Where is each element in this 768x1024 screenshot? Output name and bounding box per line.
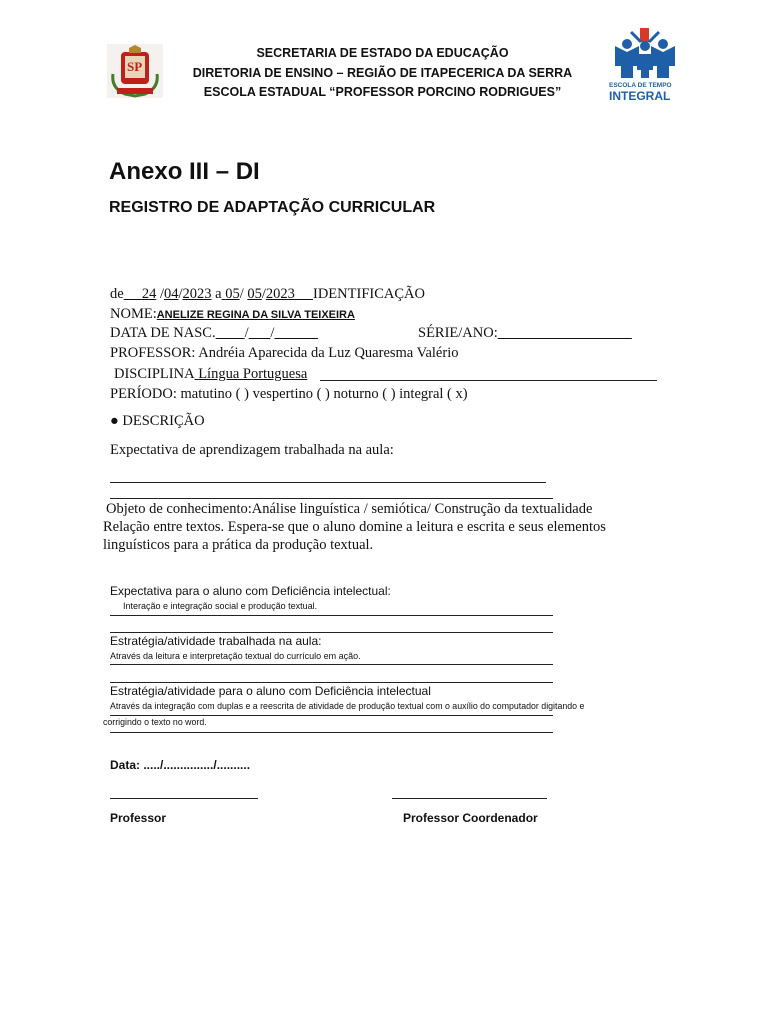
date-range-row: de 24 /04/2023 a 05/ 05/2023 IDENTIFICAÇÃO	[110, 286, 425, 302]
periodo-row: PERÍODO: matutino ( ) vespertino ( ) noturno ( ) integral ( x)	[110, 386, 468, 402]
exp-di-label: Expectativa para o aluno com Deficiência intelectual:	[110, 584, 391, 598]
signature-line-professor	[110, 798, 258, 799]
disciplina-underline	[320, 380, 657, 381]
page-subtitle: REGISTRO DE ADAPTAÇÃO CURRICULAR	[109, 199, 436, 216]
header-line-2: DIRETORIA DE ENSINO – REGIÃO DE ITAPECERICA DA SERRA	[192, 66, 573, 80]
expectativa-aula-label: Expectativa de aprendizagem trabalhada na aula:	[110, 442, 394, 458]
estrategia-di-value-2: corrigindo o texto no word.	[103, 717, 207, 727]
answer-line	[110, 632, 553, 633]
answer-line	[110, 498, 553, 499]
answer-line	[110, 482, 546, 483]
logo-text-2: INTEGRAL	[609, 89, 671, 103]
estrategia-aula-value: Através da leitura e interpretação textual do currículo em ação.	[110, 651, 361, 661]
data-line: Data: ...../.............../..........	[110, 758, 251, 772]
descricao-heading: ● DESCRIÇÃO	[110, 413, 205, 429]
objeto-line-1: Objeto de conhecimento:Análise linguística / semiótica/ Construção da textualidade	[106, 501, 593, 517]
page-title: Anexo III – DI	[109, 158, 260, 185]
professor-row: PROFESSOR: Andréia Aparecida da Luz Quaresma Valério	[110, 345, 459, 361]
objeto-line-2: Relação entre textos. Espera-se que o aluno domine a leitura e escrita e seus elementos	[103, 519, 606, 535]
disciplina-row: DISCIPLINA Língua Portuguesa	[114, 366, 308, 382]
professor-signature-label: Professor	[110, 811, 167, 825]
header-line-3: ESCOLA ESTADUAL “PROFESSOR PORCINO RODRIGUES”	[203, 85, 562, 99]
birthdate-row: DATA DE NASC. / /	[110, 325, 275, 341]
name-row: NOME:ANELIZE REGINA DA SILVA TEIXEIRA	[110, 306, 355, 322]
header-line-1: SECRETARIA DE ESTADO DA EDUCAÇÃO	[256, 46, 509, 60]
estrategia-aula-label: Estratégia/atividade trabalhada na aula:	[110, 634, 322, 648]
signature-line-coordenador	[392, 798, 547, 799]
answer-line	[110, 682, 553, 683]
coordenador-signature-label: Professor Coordenador	[403, 811, 538, 825]
serie-row: SÉRIE/ANO:	[418, 325, 498, 341]
answer-line	[110, 615, 553, 616]
seal-text: SP	[127, 59, 143, 74]
estrategia-di-value-1: Através da integração com duplas e a reescrita de atividade de produção textual com o auxílio do computador digitando e	[110, 701, 585, 711]
answer-line	[110, 732, 553, 733]
people-icon	[605, 26, 685, 80]
objeto-line-3: linguísticos para a prática da produção textual.	[103, 537, 374, 553]
exp-di-value: Interação e integração social e produção textual.	[123, 601, 318, 611]
answer-line	[110, 664, 553, 665]
logo-text-1: ESCOLA DE TEMPO	[609, 82, 672, 89]
answer-line	[110, 715, 553, 716]
estrategia-di-label: Estratégia/atividade para o aluno com Deficiência intelectual	[110, 684, 431, 698]
escola-integral-logo	[605, 26, 685, 104]
